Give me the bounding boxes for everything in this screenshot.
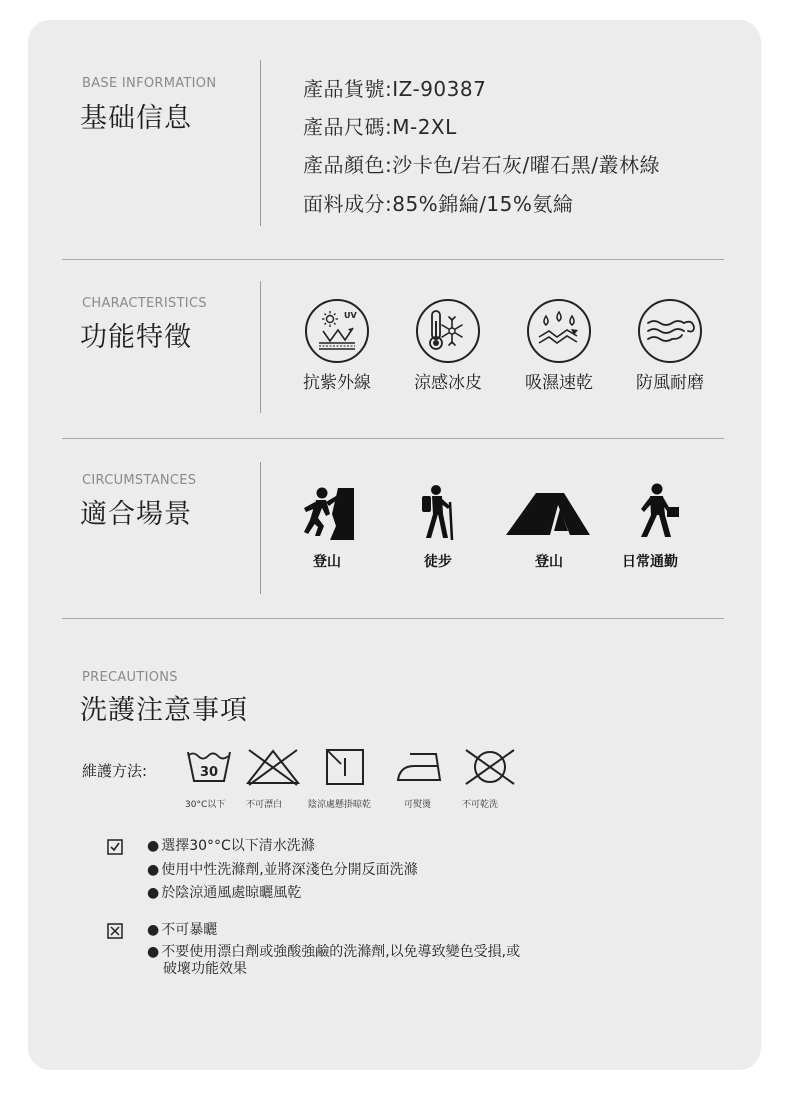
characteristics-heading-cn: 功能特徵 <box>80 322 192 353</box>
precautions-heading-cn: 洗護注意事項 <box>80 695 248 726</box>
dont-item <box>147 944 520 961</box>
precautions-heading-en: PRECAUTIONS <box>82 670 178 685</box>
check-box-icon <box>107 839 123 855</box>
care-label-no-dry-clean: 不可乾洗 <box>462 800 499 810</box>
feature-label-wind: 防風耐磨 <box>636 373 704 393</box>
characteristics-heading-en: CHARACTERISTICS <box>82 296 207 311</box>
dont-item-text: 不可暴曬 <box>161 922 218 938</box>
dont-item-text: 不要使用漂白劑或強酸強鹼的洗滌劑,以免導致變色受損,或 <box>161 944 521 960</box>
wash-30-icon <box>186 748 232 784</box>
do-item-text: 選擇30°°C以下清水洗滌 <box>161 838 315 854</box>
dont-item <box>147 922 217 939</box>
do-item <box>147 885 301 902</box>
section-separator <box>62 438 724 439</box>
moisture-wicking-icon <box>525 297 593 365</box>
base-info-heading-en: BASE INFORMATION <box>82 76 217 91</box>
section-separator <box>62 259 724 260</box>
bullet-dot: ● <box>147 885 160 901</box>
uv-text: UV <box>344 311 357 320</box>
do-item-text: 使用中性洗滌劑,並將深淺色分開反面洗滌 <box>161 862 418 878</box>
product-size: 產品尺碼:M-2XL <box>303 115 457 139</box>
uv-protection-icon <box>303 297 371 365</box>
circumstances-heading-cn: 適合場景 <box>80 499 192 530</box>
fabric-composition: 面料成分:85%錦綸/15%氨綸 <box>303 192 574 216</box>
scene-label-climbing: 登山 <box>313 554 341 570</box>
no-dry-clean-icon <box>462 748 518 786</box>
scene-label-commute: 日常通勤 <box>622 554 678 570</box>
feature-label-cooling: 涼感冰皮 <box>414 373 482 393</box>
climbing-icon <box>298 484 356 540</box>
circumstances-divider <box>260 462 261 594</box>
care-label-no-bleach: 不可漂白 <box>246 800 283 810</box>
scene-label-hiking: 徒步 <box>424 554 452 570</box>
no-bleach-icon <box>245 748 301 786</box>
cross-box-icon <box>107 923 123 939</box>
circumstances-heading-en: CIRCUMSTANCES <box>82 473 197 488</box>
tent-icon <box>506 487 590 537</box>
section-separator <box>62 618 724 619</box>
hiking-icon <box>416 484 460 540</box>
commuting-icon <box>635 483 681 539</box>
scene-label-tent: 登山 <box>535 554 563 570</box>
characteristics-divider <box>260 281 261 413</box>
do-item <box>147 838 315 855</box>
base-info-divider <box>260 60 261 226</box>
do-item-text: 於陰涼通風處晾曬風乾 <box>161 885 302 901</box>
bullet-dot: ● <box>147 862 160 878</box>
base-info-heading-cn: 基础信息 <box>80 103 192 134</box>
dont-item-continuation: 破壞功能效果 <box>163 961 247 977</box>
care-label-wash: 30°C以下 <box>185 800 226 810</box>
bullet-dot: ● <box>147 944 160 960</box>
care-method-label: 維護方法: <box>82 762 148 780</box>
feature-label-moisture: 吸濕速乾 <box>525 373 593 393</box>
product-code: 產品貨號:IZ-90387 <box>303 77 487 101</box>
shade-hang-dry-icon <box>325 748 367 786</box>
cooling-thermometer-icon <box>414 297 482 365</box>
wash-temp-text: 30 <box>199 765 219 780</box>
bullet-dot: ● <box>147 922 160 938</box>
product-colors: 產品顏色:沙卡色/岩石灰/曜石黑/叢林綠 <box>303 153 660 177</box>
feature-label-uv: 抗紫外線 <box>303 373 371 393</box>
do-item <box>147 862 418 879</box>
iron-icon <box>396 748 446 784</box>
wind-resistant-icon <box>636 297 704 365</box>
care-label-iron: 可熨燙 <box>404 800 432 810</box>
care-label-shade-dry: 陰涼處懸掛晾乾 <box>308 800 372 810</box>
bullet-dot: ● <box>147 838 160 854</box>
